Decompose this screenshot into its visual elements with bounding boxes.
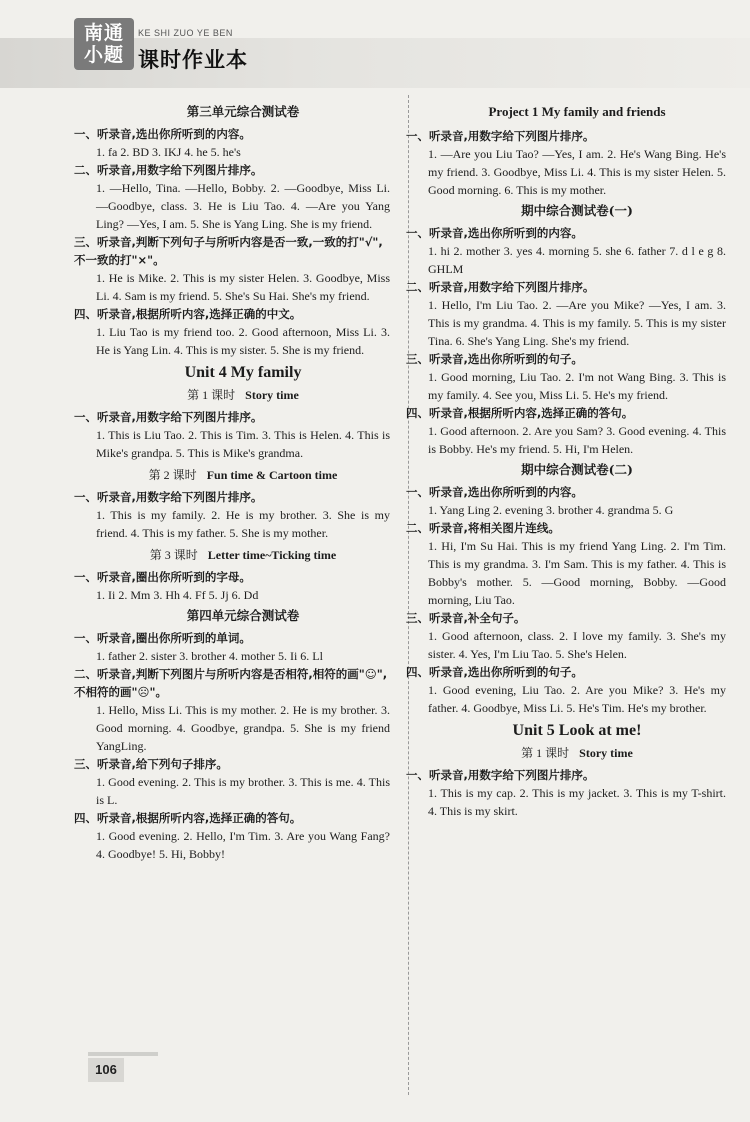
answer-text: 1. hi 2. mother 3. yes 4. morning 5. she 6. father 7. d l e g 8. GHLM	[428, 244, 726, 276]
footer-stripe	[88, 1052, 158, 1056]
answer-text: 1. Good morning, Liu Tao. 2. I'm not Wang Bing. 3. This is my family. 4. See you, Miss Li. 5. He's my friend.	[428, 370, 726, 402]
question-heading: 一、听录音,选出你所听到的内容。	[406, 226, 583, 240]
answer-text: 1. Liu Tao is my friend too. 2. Good afternoon, Miss Li. 3. He is Yang Lin. 4. This is my sister. 5. She is my friend.	[96, 325, 390, 357]
answer-text: 1. Good evening. 2. Hello, I'm Tim. 3. Are you Wang Fang? 4. Goodbye! 5. Hi, Bobby!	[96, 829, 390, 861]
lesson-name: Story time	[579, 746, 633, 760]
answer-text: 1. This is my cap. 2. This is my jacket. 3. This is my T-shirt. 4. This is my skirt.	[428, 786, 726, 818]
lesson-title	[96, 386, 390, 404]
unit-title: Unit 4 My family	[184, 364, 302, 381]
section-title: 期中综合测试卷(一)	[521, 203, 633, 218]
question-heading: 四、听录音,根据所听内容,选择正确的中文。	[74, 307, 302, 321]
lesson-title	[96, 466, 390, 484]
question-heading: 四、听录音,根据所听内容,选择正确的答句。	[74, 811, 302, 825]
question-heading: 一、听录音,选出你所听到的内容。	[406, 485, 583, 499]
answer-text: 1. Good afternoon. 2. Are you Sam? 3. Good evening. 4. This is Bobby. He's my friend. 5. Hi, I'm Helen.	[428, 424, 726, 456]
answer-text: 1. Hello, Miss Li. This is my mother. 2. He is my brother. 3. Good morning. 4. Goodbye, grandpa. 5. She is my friend YangLing.	[96, 703, 390, 753]
answer-text: 1. —Are you Liu Tao? —Yes, I am. 2. He's Wang Bing. He's my friend. 3. Goodbye, Miss Li. 4. This is my sister Helen. 5. Good morning. 6. This is my mother.	[428, 147, 726, 197]
answer-text: 1. This is Liu Tao. 2. This is Tim. 3. This is Helen. 4. This is Mike's grandpa. 5. This is Mike's grandma.	[96, 428, 390, 460]
lesson-number: 第 3 课时	[149, 548, 198, 562]
answer-text: 1. Ii 2. Mm 3. Hh 4. Ff 5. Jj 6. Dd	[96, 588, 259, 602]
section-title: 第三单元综合测试卷	[186, 104, 300, 119]
lesson-name: Fun time & Cartoon time	[206, 468, 338, 482]
question-heading: 二、听录音,用数字给下列图片排序。	[406, 280, 595, 294]
question-heading: 一、听录音,用数字给下列图片排序。	[74, 490, 263, 504]
question-heading: 三、听录音,给下列句子排序。	[74, 757, 228, 771]
lesson-title	[428, 744, 726, 762]
project-title: Project 1 My family and friends	[488, 104, 666, 119]
section-title: 期中综合测试卷(二)	[521, 462, 633, 477]
question-heading: 三、听录音,补全句子。	[406, 611, 526, 625]
answer-text: 1. Good evening, Liu Tao. 2. Are you Mike? 3. He's my father. 4. Goodbye, Miss Li. 5. He's Tim. He's my brother.	[428, 683, 726, 715]
question-heading: 一、听录音,用数字给下列图片排序。	[74, 410, 263, 424]
series-logo	[74, 18, 134, 70]
question-heading: 三、听录音,判断下列句子与所听内容是否一致,一致的打"√",不一致的打"×"。	[74, 235, 383, 267]
book-title: 课时作业本	[138, 48, 248, 72]
question-heading: 四、听录音,选出你所听到的句子。	[406, 665, 583, 679]
answer-text: 1. Yang Ling 2. evening 3. brother 4. grandma 5. G	[428, 503, 674, 517]
answer-text: 1. father 2. sister 3. brother 4. mother 5. Ii 6. Ll	[96, 649, 323, 663]
section-title: 第四单元综合测试卷	[186, 608, 300, 623]
question-heading: 二、听录音,用数字给下列图片排序。	[74, 163, 263, 177]
lesson-name: Story time	[245, 388, 299, 402]
answer-text: 1. —Hello, Tina. —Hello, Bobby. 2. —Goodbye, Miss Li. —Goodbye, class. 3. He is Liu Tao. 4. —Are you Yang Ling? —Yes, I am. 5. She is Yang Ling. She is my friend.	[96, 181, 390, 231]
answer-text: 1. He is Mike. 2. This is my sister Helen. 3. Goodbye, Miss Li. 4. Sam is my friend. 5. She's Su Hai. She's my friend.	[96, 271, 390, 303]
lesson-number: 第 1 课时	[187, 388, 236, 402]
answer-text: 1. fa 2. BD 3. IKJ 4. he 5. he's	[96, 145, 241, 159]
lesson-number: 第 1 课时	[521, 746, 570, 760]
page-number: 106	[88, 1058, 124, 1082]
lesson-name: Letter time~Ticking time	[207, 548, 337, 562]
question-heading: 四、听录音,根据所听内容,选择正确的答句。	[406, 406, 634, 420]
question-heading: 一、听录音,圈出你所听到的字母。	[74, 570, 251, 584]
unit-title: Unit 5 Look at me!	[512, 722, 642, 739]
book-pinyin: KE SHI ZUO YE BEN	[138, 28, 233, 38]
question-heading: 三、听录音,选出你所听到的句子。	[406, 352, 583, 366]
question-heading: 一、听录音,用数字给下列图片排序。	[406, 129, 595, 143]
question-heading: 一、听录音,用数字给下列图片排序。	[406, 768, 595, 782]
question-heading: 一、听录音,圈出你所听到的单词。	[74, 631, 251, 645]
answer-text: 1. Good afternoon, class. 2. I love my family. 3. She's my sister. 4. Yes, I'm Liu Tao. 5. She's Helen.	[428, 629, 726, 661]
logo-text: 南通小题	[83, 22, 124, 66]
lesson-title	[96, 546, 390, 564]
left-column	[74, 100, 390, 863]
question-heading: 二、听录音,判断下列图片与所听内容是否相符,相符的画"☺",不相符的画"☹"。	[74, 667, 388, 699]
column-divider	[408, 95, 410, 1095]
lesson-number: 第 2 课时	[148, 468, 197, 482]
question-heading: 二、听录音,将相关图片连线。	[406, 521, 560, 535]
answer-text: 1. This is my family. 2. He is my brother. 3. She is my friend. 4. This is my father. 5. She is my mother.	[96, 508, 390, 540]
page-header	[0, 0, 750, 92]
right-column	[406, 100, 726, 820]
answer-text: 1. Hello, I'm Liu Tao. 2. —Are you Mike? —Yes, I am. 3. This is my grandma. 4. This is my family. 5. This is my sister Tina. 6. She's Yang Ling. She's my friend.	[428, 298, 726, 348]
answer-text: 1. Good evening. 2. This is my brother. 3. This is me. 4. This is L.	[96, 775, 390, 807]
question-heading: 一、听录音,选出你所听到的内容。	[74, 127, 251, 141]
answer-text: 1. Hi, I'm Su Hai. This is my friend Yang Ling. 2. I'm Tim. This is my grandma. 3. I'm Sam. This is my father. 4. This is Bobby's mother. 5. —Good morning, Bobby. —Good morning, Liu Tao.	[428, 539, 726, 607]
